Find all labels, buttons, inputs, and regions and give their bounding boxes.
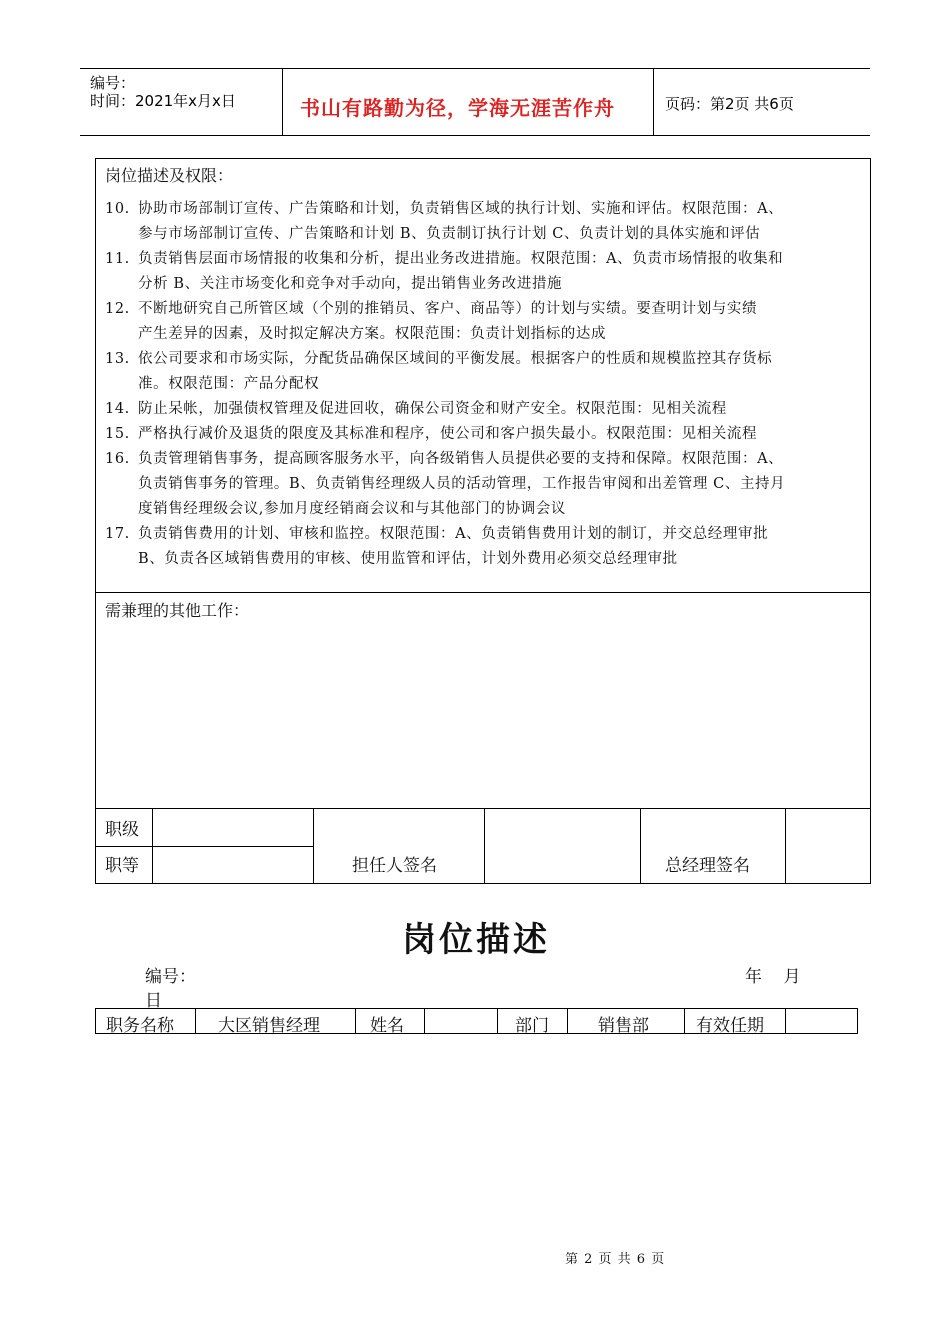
duty-line: 负责销售费用的计划、审核和监控。权限范围：A、负责销售费用计划的制订，并交总经理审批 xyxy=(138,526,769,542)
pos-col-4 xyxy=(497,1008,498,1034)
duty-item-10-cont xyxy=(105,222,865,247)
gm-signature-label: 总经理签名 xyxy=(665,856,750,876)
duties-list xyxy=(105,197,865,572)
level-label: 职等 xyxy=(105,856,139,876)
duty-item-16-cont xyxy=(105,472,865,497)
header-divider-right xyxy=(653,68,654,136)
level-value-field[interactable] xyxy=(153,847,313,883)
duty-item-16 xyxy=(105,447,865,472)
holder-signature-field[interactable] xyxy=(485,809,640,883)
duty-item-17 xyxy=(105,522,865,547)
validity-term-label: 有效任期 xyxy=(696,1016,764,1036)
duty-line: 严格执行减价及退货的限度及其标准和程序，使公司和客户损失最小。权限范围：见相关流程 xyxy=(138,426,758,442)
header-number-label: 编号： xyxy=(90,74,136,92)
second-form-date-label: 年 月 xyxy=(745,967,801,987)
duty-line: 不断地研究自己所管区域（个别的推销员、客户、商品等）的计划与实绩。要查明计划与实绩 xyxy=(138,301,758,317)
duty-item-11-cont xyxy=(105,272,865,297)
second-form-title: 岗位描述 xyxy=(402,920,550,960)
duty-number: 17. xyxy=(105,526,130,542)
duty-line: B、负责各区域销售费用的审核、使用监管和评估，计划外费用必须交总经理审批 xyxy=(138,551,678,567)
sig-col-4 xyxy=(640,808,641,884)
position-title-label: 职务名称 xyxy=(106,1016,174,1036)
duty-line: 产生差异的因素，及时拟定解决方案。权限范围：负责计划指标的达成 xyxy=(138,326,607,342)
duty-number: 12. xyxy=(105,301,130,317)
other-work-title: 需兼理的其他工作： xyxy=(105,601,250,620)
pos-col-5 xyxy=(567,1008,568,1034)
duty-item-10 xyxy=(105,197,865,222)
duty-number: 16. xyxy=(105,451,130,467)
duty-item-15 xyxy=(105,422,865,447)
duty-line: 负责销售层面市场情报的收集和分析，提出业务改进措施。权限范围：A、负责市场情报的收集和 xyxy=(138,251,784,267)
header-top-rule xyxy=(80,68,870,69)
position-title-value: 大区销售经理 xyxy=(218,1016,320,1036)
header-motto: 书山有路勤为径，学海无涯苦作舟 xyxy=(300,96,615,120)
duty-item-17-cont xyxy=(105,547,865,572)
duty-item-12 xyxy=(105,297,865,322)
duties-section-title: 岗位描述及权限： xyxy=(105,166,234,185)
pos-col-2 xyxy=(355,1008,356,1034)
grade-label: 职级 xyxy=(105,820,139,840)
duty-line: 分析 B、关注市场变化和竞争对手动向，提出销售业务改进措施 xyxy=(138,276,563,292)
page-footer: 第 2 页 共 6 页 xyxy=(565,1252,666,1267)
duty-number: 11. xyxy=(105,251,130,267)
duty-line: 度销售经理级会议,参加月度经销商会议和与其他部门的协调会议 xyxy=(138,501,567,517)
second-form-number-label: 编号： xyxy=(145,967,196,987)
duty-number: 14. xyxy=(105,401,130,417)
duty-number: 15. xyxy=(105,426,130,442)
duty-line: 防止呆帐，加强债权管理及促进回收，确保公司资金和财产安全。权限范围：见相关流程 xyxy=(138,401,727,417)
pos-col-7 xyxy=(785,1008,786,1034)
header-bottom-rule xyxy=(80,135,870,136)
duty-line: 协助市场部制订宣传、广告策略和计划，负责销售区域的执行计划、实施和评估。权限范围：A、 xyxy=(138,201,784,217)
duty-item-16-cont2 xyxy=(105,497,865,522)
duty-item-13 xyxy=(105,347,865,372)
pos-col-6 xyxy=(684,1008,685,1034)
pos-col-3 xyxy=(424,1008,425,1034)
duty-item-14 xyxy=(105,397,865,422)
duty-line: 负责管理销售事务，提高顾客服务水平，向各级销售人员提供必要的支持和保障。权限范围：A、 xyxy=(138,451,784,467)
sig-col-2 xyxy=(313,808,314,884)
name-label: 姓名 xyxy=(370,1016,404,1036)
duty-number: 10. xyxy=(105,201,130,217)
gm-signature-field[interactable] xyxy=(786,809,870,883)
duty-line: 负责销售事务的管理。B、负责销售经理级人员的活动管理，工作报告审阅和出差管理 C、主持月 xyxy=(138,476,786,492)
duty-item-11 xyxy=(105,247,865,272)
department-value: 销售部 xyxy=(598,1016,649,1036)
holder-signature-label: 担任人签名 xyxy=(352,856,437,876)
pos-col-1 xyxy=(195,1008,196,1034)
duty-line: 准。权限范围：产品分配权 xyxy=(138,376,320,392)
duty-item-13-cont xyxy=(105,372,865,397)
header-divider-left xyxy=(282,68,283,136)
duty-number: 13. xyxy=(105,351,130,367)
duty-item-12-cont xyxy=(105,322,865,347)
header-page-label: 页码：第2页 共6页 xyxy=(665,95,794,113)
header-date-label: 时间：2021年x月x日 xyxy=(90,92,236,110)
grade-value-field[interactable] xyxy=(153,809,313,846)
second-form-day-label: 日 xyxy=(145,991,162,1011)
department-label: 部门 xyxy=(515,1016,549,1036)
duty-line: 依公司要求和市场实际，分配货品确保区域间的平衡发展。根据客户的性质和规模监控其存货标 xyxy=(138,351,773,367)
divider-other-work xyxy=(95,592,871,593)
duty-line: 参与市场部制订宣传、广告策略和计划 B、负责制订执行计划 C、负责计划的具体实施和评估 xyxy=(138,226,761,242)
